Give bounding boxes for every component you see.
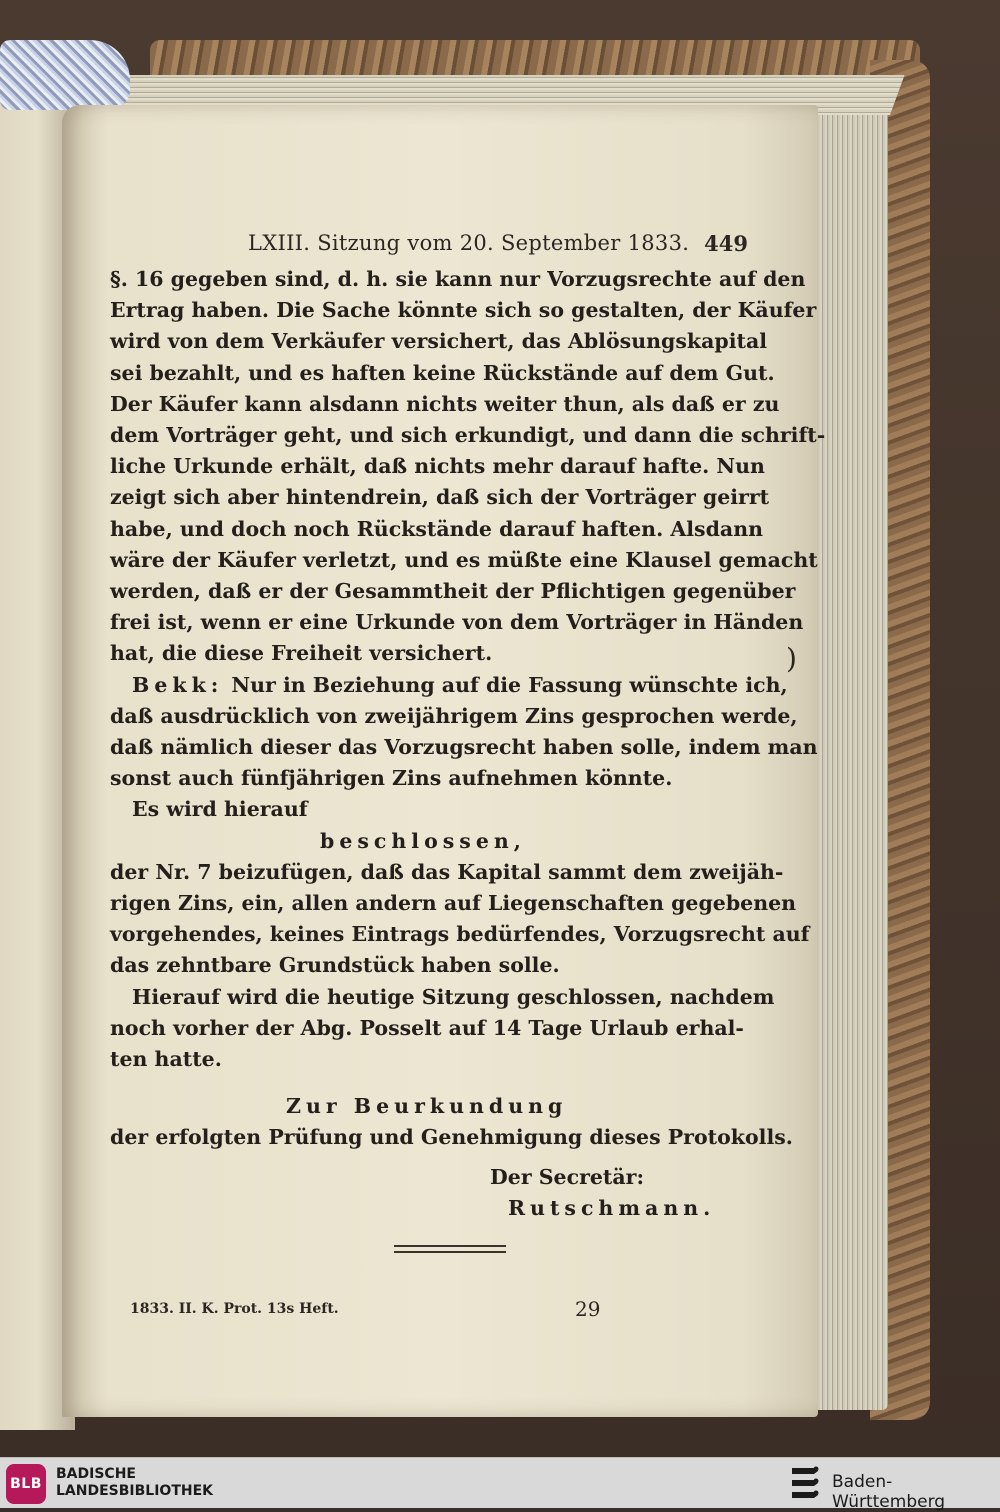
text-line: ten hatte. — [110, 1047, 222, 1071]
speaker-line — [132, 672, 788, 697]
text-line: Der Käufer kann alsdann nichts weiter thun, als daß er zu — [110, 391, 780, 416]
sheet-number: 29 — [575, 1297, 601, 1321]
resolution-intro: Es wird hierauf — [132, 797, 308, 822]
baden-wuerttemberg-lions-icon — [790, 1464, 822, 1502]
text-line: wäre der Käufer verletzt, und es müßte eine Klausel gemacht — [110, 547, 818, 572]
closing-rule-lower — [394, 1251, 506, 1253]
certification-heading: Zur Beurkundung — [286, 1094, 568, 1119]
library-name-line2: LANDESBIBLIOTHEK — [56, 1483, 214, 1499]
state-name[interactable]: Baden-Württemberg — [832, 1472, 946, 1512]
text-line: dem Vorträger geht, und sich erkundigt, und dann die schrift- — [110, 423, 826, 447]
closing-rule-upper — [394, 1245, 506, 1247]
text-line: das zehntbare Grundstück haben solle. — [110, 953, 560, 978]
text-line: daß ausdrücklich von zweijährigem Zins gesprochen werde, — [110, 703, 798, 728]
secretary-label: Der Secretär: — [490, 1164, 645, 1189]
text-line: habe, und doch noch Rückstände darauf haften. Alsdann — [110, 516, 764, 541]
text-line: werden, daß er der Gesammtheit der Pflichtigen gegenüber — [110, 579, 796, 603]
text-line: der Nr. 7 beizufügen, daß das Kapital sammt dem zweijäh- — [110, 859, 784, 884]
bottom-bar — [0, 1457, 1000, 1512]
text-line: vorgehendes, keines Eintrags bedürfendes, Vorzugsrecht auf — [110, 922, 810, 947]
text-line: sonst auch fünfjährigen Zins aufnehmen könnte. — [110, 766, 673, 791]
text-line: wird von dem Verkäufer versichert, das Ablösungskapital — [110, 329, 768, 354]
text-line: hat, die diese Freiheit versichert. — [110, 641, 493, 666]
library-name-line1: BADISCHE — [56, 1466, 136, 1482]
text-line: liche Urkunde erhält, daß nichts mehr darauf hafte. Nun — [110, 454, 765, 479]
page-edges — [810, 80, 888, 1410]
text-line: daß nämlich dieser das Vorzugsrecht haben solle, indem man — [110, 735, 818, 759]
text-line: zeigt sich aber hintendrein, daß sich der Vorträger geirrt — [110, 485, 770, 510]
text-line: Ertrag haben. Die Sache könnte sich so gestalten, der Käufer — [110, 298, 817, 323]
bookmark-ribbon — [0, 40, 130, 110]
document-page — [62, 105, 826, 1417]
library-name[interactable] — [56, 1466, 213, 1500]
text-line: noch vorher der Abg. Posselt auf 14 Tage Urlaub erhal- — [110, 1015, 744, 1040]
text-line: frei ist, wenn er eine Urkunde von dem Vorträger in Händen — [110, 610, 804, 635]
text-line: sei bezahlt, und es haften keine Rückstände auf dem Gut. — [110, 360, 775, 385]
running-header — [188, 227, 748, 267]
speaker-name: Bekk: — [132, 672, 224, 697]
printer-signature: 1833. II. K. Prot. 13s Heft. — [130, 1301, 339, 1317]
resolution-word: beschlossen, — [320, 828, 526, 853]
text-line: Hierauf wird die heutige Sitzung geschlossen, nachdem — [132, 984, 775, 1009]
header-title: LXIII. Sitzung vom 20. September 1833. — [248, 231, 690, 255]
text-line: §. 16 gegeben sind, d. h. sie kann nur Vorzugsrechte auf den — [110, 267, 806, 291]
secretary-name: Rutschmann. — [508, 1195, 716, 1220]
blb-logo-icon[interactable]: BLB — [6, 1464, 46, 1504]
text-line: rigen Zins, ein, allen andern auf Liegenschaften gegebenen — [110, 891, 797, 915]
page-number: 449 — [704, 231, 748, 256]
speaker-text: Nur in Beziehung auf die Fassung wünschte ich, — [231, 672, 788, 697]
certification-line: der erfolgten Prüfung und Genehmigung dieses Protokolls. — [110, 1125, 793, 1150]
margin-bracket: ) — [786, 642, 797, 675]
